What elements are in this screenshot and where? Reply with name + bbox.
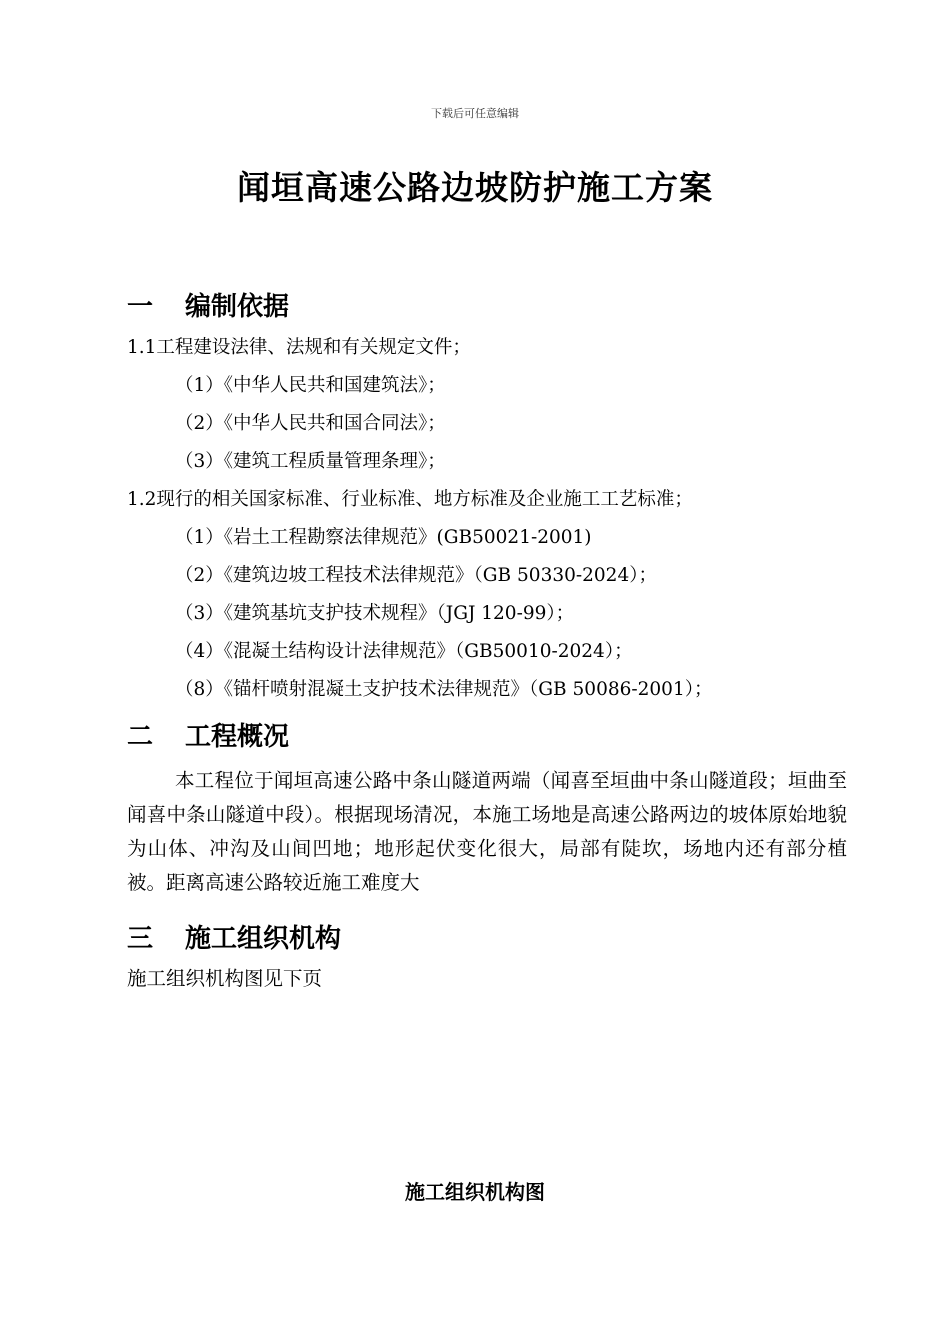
section-title: 编制依据 — [185, 292, 290, 322]
basis-item-1: 1.1工程建设法律、法规和有关规定文件； — [127, 337, 471, 358]
basis-sub-item: （2）《建筑边坡工程技术法律规范》（GB 50330-2024）； — [175, 565, 657, 586]
document-title: 闻垣高速公路边坡防护施工方案 — [237, 168, 713, 207]
organization-note: 施工组织机构图见下页 — [127, 967, 323, 990]
figure-caption: 施工组织机构图 — [405, 1180, 545, 1204]
section-title: 施工组织机构 — [185, 924, 342, 954]
section-title: 工程概况 — [185, 722, 290, 752]
section-heading-3 — [127, 918, 341, 955]
basis-sub-item: （1）《岩土工程勘察法律规范》(GB50021-2001) — [175, 527, 592, 548]
basis-sub-item: （4）《混凝土结构设计法律规范》（GB50010-2024）； — [175, 641, 633, 662]
basis-item-2: 1.2现行的相关国家标准、行业标准、地方标准及企业施工工艺标准； — [127, 489, 693, 510]
basis-sub-item: （3）《建筑基坑支护技术规程》（JGJ 120-99）； — [175, 603, 575, 624]
section-heading-1 — [127, 286, 289, 323]
basis-sub-item: （3）《建筑工程质量管理条理》； — [175, 451, 446, 472]
basis-sub-item: （8）《锚杆喷射混凝土支护技术法律规范》（GB 50086-2001）； — [175, 679, 713, 700]
section-heading-2 — [127, 716, 289, 753]
section-number: 三 — [127, 924, 154, 954]
basis-sub-item: （1）《中华人民共和国建筑法》； — [175, 375, 446, 396]
section-number: 二 — [127, 722, 154, 752]
section-number: 一 — [127, 292, 154, 322]
overview-paragraph: 本工程位于闻垣高速公路中条山隧道两端（闻喜至垣曲中条山隧道段；垣曲至闻喜中条山隧道中段）。根据现场清况，本施工场地是高速公路两边的坡体原始地貌为山体、冲沟及山间凹地；地形起伏变化很大，局部有陡坎，场地内还有部分植被。距离高速公路较近施工难度大 — [127, 769, 847, 894]
header-note: 下载后可任意编辑 — [431, 107, 519, 120]
basis-sub-item: （2）《中华人民共和国合同法》； — [175, 413, 446, 434]
